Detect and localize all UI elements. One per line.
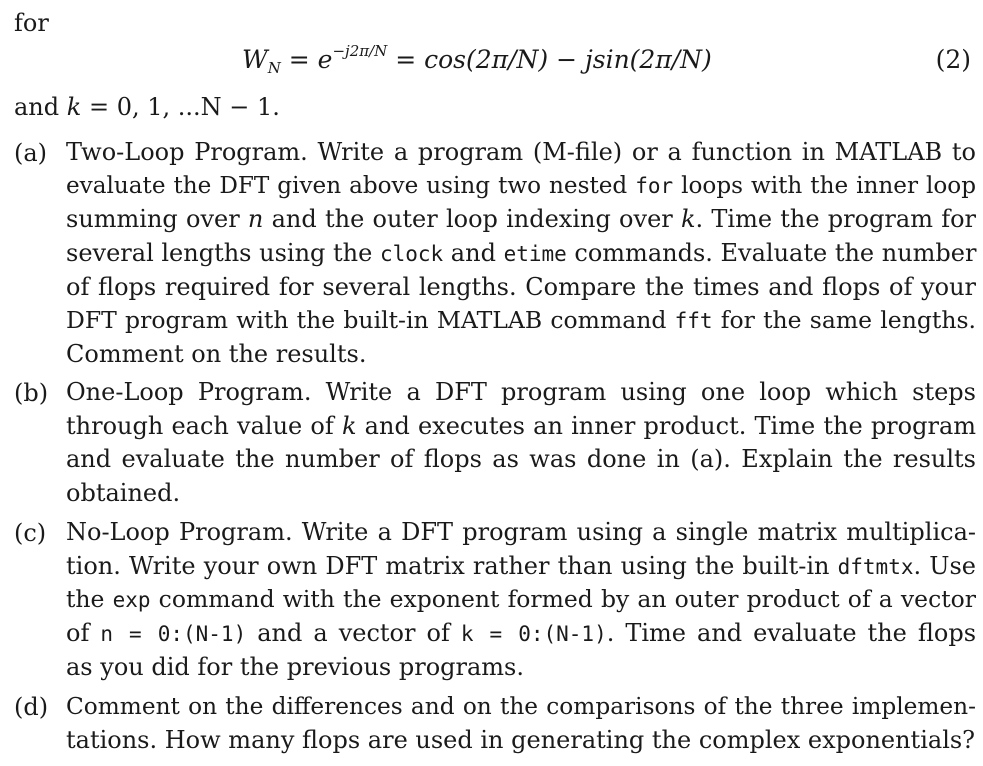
code-fft: fft xyxy=(674,309,713,334)
item-b-line-2: through each value of k and executes an inner product. Time the program xyxy=(66,411,977,440)
equation-2 xyxy=(0,40,983,80)
var-n: n xyxy=(247,205,264,234)
item-d-body xyxy=(66,690,976,757)
var-k: k xyxy=(680,205,696,234)
item-a-line-2: evaluate the DFT given above using two nested for loops with the inner loop xyxy=(66,172,977,199)
k-var: k xyxy=(66,93,82,121)
code-k-vector: k = 0:(N-1) xyxy=(460,622,607,647)
item-b-line-1: One-Loop Program. Write a DFT program using one loop which steps xyxy=(66,378,976,406)
eq-equals-1: = xyxy=(280,45,318,74)
item-d-line-2: tations. How many flops are used in generating the complex exponentials? xyxy=(66,725,976,754)
item-a-line-6: DFT program with the built-in MATLAB command fft for the same lengths. xyxy=(66,306,976,335)
item-a-line-4: several lengths using the clock and etime commands. Evaluate the number xyxy=(66,239,977,268)
item-c-line-1: No-Loop Program. Write a DFT program using a single matrix multiplica- xyxy=(66,518,976,546)
code-dftmtx: dftmtx xyxy=(837,554,914,579)
item-c-line-4: of n = 0:(N-1) and a vector of k = 0:(N-1). Time and evaluate the flops xyxy=(66,619,977,648)
k-values: = 0, 1, ...N − 1. xyxy=(81,93,280,121)
and-text: and xyxy=(14,93,60,121)
item-a-body xyxy=(66,136,976,372)
eq-lhs-var: W xyxy=(242,45,268,74)
code-etime: etime xyxy=(503,242,567,267)
item-b-line-4: obtained. xyxy=(66,479,181,508)
eq-base: e xyxy=(317,45,333,74)
code-n-vector: n = 0:(N-1) xyxy=(100,622,247,647)
code-clock: clock xyxy=(379,242,444,267)
item-c-line-5: as you did for the previous programs. xyxy=(66,652,525,681)
eq-exponent: −j2π/N xyxy=(332,42,388,60)
intro-k-range xyxy=(14,90,280,124)
item-d-line-1: Comment on the differences and on the comparisons of the three implemen- xyxy=(66,693,976,720)
code-for: for xyxy=(635,173,674,198)
item-b-body xyxy=(66,376,976,511)
item-a-label: (a) xyxy=(14,139,48,167)
eq-equals-2: = xyxy=(387,45,425,74)
item-a-line-5: of flops required for several lengths. Compare the times and flops of your xyxy=(66,272,976,301)
item-c-line-3: the exp command with the exponent formed by an outer product of a vector xyxy=(66,585,976,614)
item-a-line-7: Comment on the results. xyxy=(66,340,367,369)
var-k: k xyxy=(341,411,357,440)
item-d-label: (d) xyxy=(14,693,49,721)
item-b-line-3: and evaluate the number of flops as was done in (a). Explain the results xyxy=(66,445,976,474)
code-exp: exp xyxy=(112,588,151,613)
eq-rhs: cos(2π/N) − jsin(2π/N) xyxy=(424,45,712,74)
item-c-label: (c) xyxy=(14,519,47,547)
item-c-body xyxy=(66,516,976,684)
item-b-label: (b) xyxy=(14,379,49,407)
equation-body xyxy=(242,40,712,80)
item-c-line-2: tion. Write your own DFT matrix rather than using the built-in dftmtx. Use xyxy=(66,551,976,580)
equation-number: (2) xyxy=(935,45,971,74)
eq-lhs-sub: N xyxy=(267,59,281,77)
intro-for: for xyxy=(14,9,49,37)
item-a-line-1: Two-Loop Program. Write a program (M-file) or a function in MATLAB to xyxy=(66,138,976,166)
item-a-line-3: summing over n and the outer loop indexing over k. Time the program for xyxy=(66,205,976,234)
